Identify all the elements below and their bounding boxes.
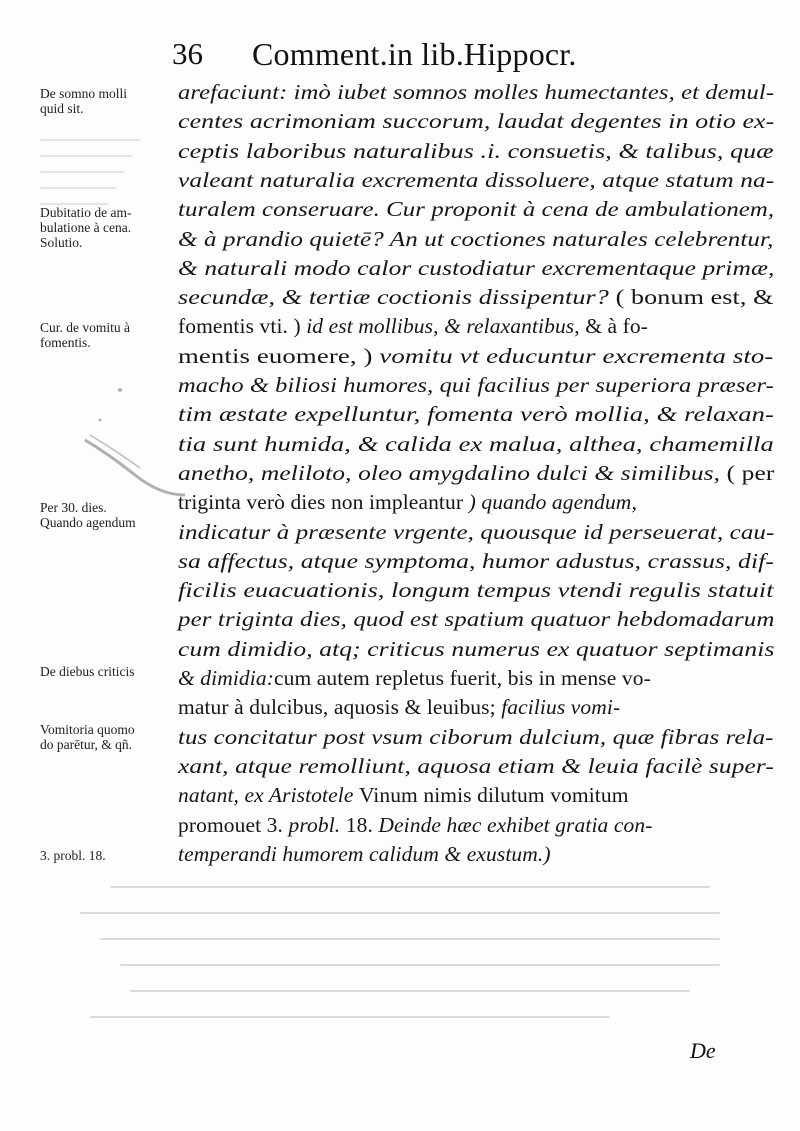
margin-note-line: fomentis. bbox=[40, 335, 91, 350]
text-segment: Vinum nimis dilutum vomitum bbox=[358, 783, 629, 808]
text-line bbox=[178, 488, 637, 516]
margin-note-line: Solutio. bbox=[40, 235, 83, 250]
text-line bbox=[178, 342, 773, 370]
show-through-stroke bbox=[110, 886, 710, 888]
text-line bbox=[178, 811, 652, 839]
text-segment: cum dimidio, atq; criticus numerus ex quatuor septimanis bbox=[178, 636, 775, 661]
margin-note-line: quid sit. bbox=[40, 101, 84, 116]
margin-note-line: 3. probl. 18. bbox=[40, 848, 106, 863]
margin-note-line: Vomitoria quomo bbox=[40, 722, 135, 737]
text-segment: centes acrimoniam succorum, laudat degentes in otio ex- bbox=[178, 109, 775, 134]
text-line bbox=[178, 312, 648, 340]
margin-note-line: Quando agendum bbox=[40, 515, 136, 530]
text-line bbox=[178, 605, 775, 633]
show-through-stroke bbox=[100, 938, 720, 940]
show-through-stroke bbox=[120, 964, 720, 966]
text-segment: tim æstate expelluntur, fomenta verò mollia, & relaxan- bbox=[178, 402, 775, 427]
text-line bbox=[178, 459, 775, 487]
text-segment: sa affectus, atque symptoma, humor adustus, crassus, dif- bbox=[178, 548, 774, 573]
text-line bbox=[178, 576, 774, 604]
text-segment: xant, atque remolliunt, aquosa etiam & leuia facilè super- bbox=[178, 753, 774, 778]
margin-note-de-somno bbox=[40, 86, 178, 116]
text-segment: valeant naturalia excrementa dissoluere, atque statum na- bbox=[178, 167, 775, 192]
text-segment: arefaciunt: imò iubet somnos molles humectantes, et demul- bbox=[178, 80, 775, 104]
text-line bbox=[178, 781, 629, 809]
margin-note-line: De somno molli bbox=[40, 86, 127, 101]
margin-note-dubitatio bbox=[40, 205, 178, 250]
catchword: De bbox=[690, 1038, 716, 1063]
show-through-stroke bbox=[40, 139, 140, 141]
text-segment: ( per bbox=[726, 460, 775, 485]
text-line bbox=[178, 166, 774, 194]
text-line bbox=[178, 225, 774, 253]
text-segment: fomentis vti. ) bbox=[178, 314, 307, 339]
margin-note-per-30-dies bbox=[40, 500, 178, 530]
show-through-stroke bbox=[80, 912, 720, 914]
text-segment: temperandi humorem calidum & exustum.) bbox=[178, 841, 551, 866]
text-segment: promouet 3. bbox=[178, 812, 289, 837]
text-segment: Deinde hæc exhibet gratia con- bbox=[378, 812, 653, 837]
text-segment: id est mollibus, & relaxantibus bbox=[306, 314, 575, 339]
text-segment: & naturali modo calor custodiatur excrementaque primæ, bbox=[178, 255, 775, 280]
show-through-bottom bbox=[70, 880, 720, 1050]
margin-note-vomitoria bbox=[40, 722, 178, 752]
text-segment: per triginta dies, quod est spatium quatuor hebdomadarum bbox=[178, 607, 775, 632]
text-segment: ) quando agendum, bbox=[468, 490, 637, 515]
text-line bbox=[178, 195, 774, 223]
text-line bbox=[178, 752, 774, 780]
show-through-stroke bbox=[40, 187, 116, 189]
page-number: 36 bbox=[172, 36, 203, 71]
text-segment: matur à dulcibus, aquosis & leuibus; bbox=[178, 695, 502, 720]
text-segment: vomitu vt educuntur excrementa sto- bbox=[379, 343, 774, 368]
text-line bbox=[178, 635, 775, 663]
text-segment: macho & biliosi humores, qui facilius per superiora præser- bbox=[178, 373, 774, 397]
text-segment: ficilis euacuationis, longum tempus vtendi regulis statuit bbox=[178, 578, 774, 603]
text-line bbox=[178, 664, 651, 692]
text-segment: 18. bbox=[340, 812, 379, 837]
text-segment: ( bonum est, & bbox=[615, 285, 774, 310]
text-line bbox=[178, 137, 774, 165]
text-line bbox=[178, 547, 774, 575]
margin-note-probl bbox=[40, 848, 178, 863]
text-segment: & à prandio quietē? An ut coctiones naturales celebrentur, bbox=[178, 226, 774, 251]
text-segment: tus concitatur post vsum ciborum dulcium, quæ fibras rela- bbox=[178, 724, 774, 749]
text-line bbox=[178, 430, 774, 458]
text-line bbox=[178, 254, 775, 282]
show-through-stroke bbox=[40, 155, 132, 157]
text-segment: cum autem repletus fuerit, bis in mense vo- bbox=[273, 666, 651, 690]
margin-note-line: Dubitatio de am- bbox=[40, 205, 132, 220]
text-line bbox=[178, 371, 774, 399]
text-line bbox=[178, 518, 774, 546]
text-line bbox=[178, 283, 774, 311]
margin-note-line: bulatione à cena. bbox=[40, 220, 132, 235]
text-segment: indicatur à præsente vrgente, quousque id perseuerat, cau- bbox=[178, 519, 775, 544]
text-segment: tia sunt humida, & calida ex malua, althea, chamemilla bbox=[178, 431, 774, 456]
margin-note-de-diebus-criticis bbox=[40, 664, 178, 679]
text-segment: facilius vomi- bbox=[501, 695, 621, 720]
show-through-stroke bbox=[40, 171, 124, 173]
text-segment: ceptis laboribus naturalibus .i. consuetis, & talibus, quæ bbox=[178, 138, 774, 163]
text-segment: anetho, meliloto, oleo amygdalino dulci & similibus, bbox=[178, 460, 727, 485]
page-header bbox=[172, 30, 772, 80]
text-segment: triginta verò dies non impleantur bbox=[178, 490, 469, 515]
margin-note-line: Cur. de vomitu à bbox=[40, 320, 130, 335]
margin-note-line: do parētur, & qñ. bbox=[40, 737, 133, 752]
show-through-stroke bbox=[90, 1016, 610, 1018]
text-line bbox=[178, 840, 551, 868]
ink-smudge bbox=[80, 380, 190, 500]
running-title: Comment.in lib.Hippocr. bbox=[252, 36, 577, 72]
text-line bbox=[178, 723, 774, 751]
text-line bbox=[178, 78, 774, 106]
text-segment: turalem conseruare. Cur proponit à cena de ambulationem, bbox=[178, 197, 775, 222]
text-segment: & dimidia: bbox=[178, 666, 274, 690]
text-segment: secundæ, & tertiæ coctionis dissipentur? bbox=[178, 285, 616, 310]
show-through-stroke bbox=[130, 990, 690, 992]
text-segment: natant, ex Aristotele bbox=[178, 783, 359, 808]
margin-note-line: De diebus criticis bbox=[40, 664, 135, 679]
text-segment: , & à fo- bbox=[574, 314, 649, 339]
text-line bbox=[178, 693, 620, 721]
text-line bbox=[178, 107, 774, 135]
margin-note-cur-de-vomitu bbox=[40, 320, 178, 350]
text-line bbox=[178, 400, 774, 428]
margin-note-line: Per 30. dies. bbox=[40, 500, 107, 515]
text-segment: probl. bbox=[288, 812, 341, 837]
text-segment: mentis euomere, ) bbox=[178, 343, 380, 368]
